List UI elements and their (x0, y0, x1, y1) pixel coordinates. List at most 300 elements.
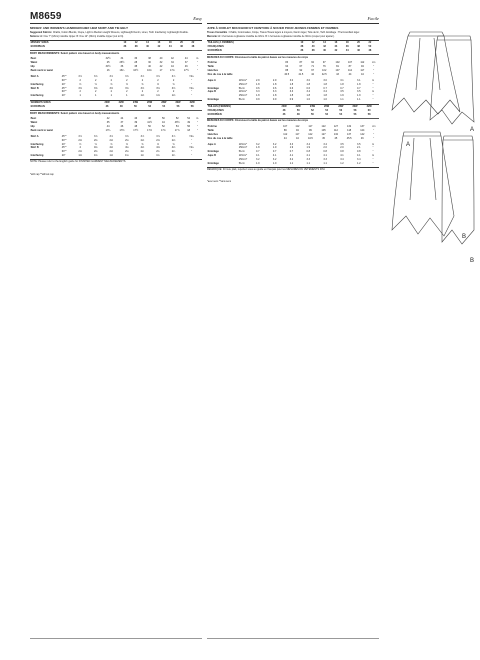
value-cell: 89 (283, 128, 287, 132)
size-cell: 54 (162, 105, 166, 109)
value-cell: 4.1 (306, 154, 311, 158)
value-cell: cm (372, 61, 376, 65)
value-cell: ⅝ (172, 142, 175, 146)
value-cell: 3.5 (340, 90, 344, 94)
fabrics-text-fr: Challis, Cotonnades, Crêpe, Tissus Tissés légers à moyens, Denim léger, Toile de lin, Twill. Entoilage : Thermocollant léger. (229, 30, 360, 34)
value-cell: 1.0 (306, 98, 311, 102)
value-cell: 0.7 (323, 86, 327, 90)
row-label: Entoilage (207, 86, 219, 90)
size-cell: 14 (142, 41, 153, 45)
value-cell: 1 (79, 94, 81, 98)
value-cell: 30 (148, 61, 151, 65)
value-cell: 3.1 (340, 78, 344, 82)
value-cell: " (372, 98, 374, 102)
size-cell: 28W (157, 100, 171, 104)
finished-measurements-note-fr: REMARQUE: Fil mou plait, reportez-vous au guide en français pour les MESURES DU VÊTEMENTS FINI. (207, 167, 379, 172)
value-cell: 1.9 (272, 146, 277, 150)
row-label: Hanches (207, 69, 219, 73)
value-cell: 4⅛ (125, 146, 129, 150)
value-cell: ⅝ (141, 82, 144, 86)
value-cell: 16½ (133, 69, 139, 73)
size-row-label: MISSES' SIZES (30, 41, 119, 45)
value-cell: 45 (322, 136, 325, 140)
value-cell: 1.9 (340, 94, 344, 98)
value-cell: 40.5 (284, 72, 290, 76)
size-cell: 40 (311, 45, 315, 49)
value-cell: ⅝ (110, 142, 113, 146)
row-label: Poitrine (207, 125, 217, 129)
value-cell: 37 (120, 121, 124, 125)
value-cell: 3.5 (357, 142, 361, 146)
value-cell: 39 (134, 121, 138, 125)
notions-label-fr: Mercerie: A: (207, 34, 221, 38)
value-cell: " (197, 125, 199, 129)
size-cell: 56 (339, 108, 343, 112)
value-cell: 41.5 (298, 72, 304, 76)
size-cell: 60 (367, 108, 371, 112)
value-cell: 2⅛ (78, 150, 82, 154)
finished-measurements-note: NOTE: Please refer to the English guide for FINISHED GARMENT MEASUREMENTS. (30, 159, 202, 164)
size-cell: 48 (282, 108, 286, 112)
value-cell: 0.6 (256, 86, 260, 90)
size-cell: 32W (362, 104, 376, 108)
value-cell: 1.8 (272, 94, 277, 98)
row-label: Hanches (207, 132, 219, 136)
size-cell: 54 (339, 112, 343, 116)
fabric-width: 150cm* (238, 94, 248, 98)
misses-body-title: BODY MEASUREMENTS: Select pattern size based on body measurements (30, 50, 202, 55)
value-cell: ⅝ (94, 142, 97, 146)
fabric-width: 20" (61, 154, 66, 158)
value-cell: Yds. (189, 146, 195, 150)
size-cell: 46 (105, 105, 109, 109)
value-cell: 117 (360, 69, 365, 73)
fabrics-label-fr: Tissus Conseillés : (207, 30, 229, 34)
value-cell: 142 (360, 132, 365, 136)
size-cell: 22 (364, 41, 375, 45)
value-cell: 16¼ (119, 69, 125, 73)
value-cell: 4.1 (272, 154, 277, 158)
value-cell: 1⅛ (125, 154, 129, 158)
value-cell: 107 (335, 69, 340, 73)
value-cell: " (372, 94, 374, 98)
value-cell: Yds. (189, 86, 195, 90)
value-cell: " (372, 158, 374, 162)
value-cell: 42.5 (321, 72, 327, 76)
value-cell: 3⅝ (156, 86, 160, 90)
size-cell: 12 (131, 41, 142, 45)
value-cell: " (372, 146, 374, 150)
value-cell: 2 (110, 78, 112, 82)
value-cell: 50 (148, 125, 151, 129)
row-label: Interfacing (30, 142, 44, 146)
value-cell: 83 (285, 61, 289, 65)
notions-text: One 7" (18cm) invisible zipper. B: One 12" (30cm) invisible zipper (cut to fit). (43, 34, 124, 38)
value-cell: 1.2 (340, 161, 344, 165)
value-cell: 0.8 (357, 150, 361, 154)
value-cell: 2.1 (357, 146, 361, 150)
fabric-width: 150cm* (238, 146, 248, 150)
women-yardage-table-fr (207, 142, 379, 165)
size-cell: 30W (348, 104, 362, 108)
value-cell: 1.8 (306, 82, 311, 86)
value-cell: 35 (106, 121, 110, 125)
value-cell: 44.5 (307, 136, 313, 140)
value-cell: 2.9 (256, 78, 260, 82)
value-cell: 2 (95, 78, 97, 82)
value-cell: 3.4 (306, 142, 311, 146)
unit-cell (199, 105, 202, 109)
value-cell: 3⅞ (156, 134, 160, 138)
value-cell: 3.4 (340, 158, 344, 162)
value-cell: 1.8 (289, 94, 294, 98)
value-cell: 1.8 (306, 94, 311, 98)
value-cell: " (197, 69, 199, 73)
size-cell: 44 (334, 45, 338, 49)
measurement-row (207, 136, 379, 140)
value-cell: 112 (360, 61, 365, 65)
value-cell: 2 (79, 90, 81, 94)
value-cell: 3.3 (272, 90, 277, 94)
value-cell: 1.9 (289, 146, 294, 150)
value-cell: 32 (159, 61, 163, 65)
row-label: Skirt A (30, 74, 39, 78)
value-cell: 3⅝ (78, 86, 82, 90)
value-cell: 112 (283, 132, 288, 136)
value-cell: 1⅛ (78, 154, 82, 158)
value-cell: 0.7 (272, 150, 277, 154)
value-cell: 1.2 (357, 161, 361, 165)
value-cell: 4.1 (340, 154, 344, 158)
value-cell: 1¼ (156, 154, 160, 158)
value-cell: 1.8 (357, 82, 361, 86)
european-size-row (207, 49, 379, 53)
value-cell: 2⅛ (156, 138, 160, 142)
view-label-b-front: B (462, 234, 467, 240)
size-cell: 50 (311, 112, 314, 116)
value-cell: 44 (171, 65, 174, 69)
value-cell: 2¼ (140, 150, 145, 154)
value-cell: 132 (347, 125, 352, 129)
row-label: Jupe B (207, 154, 216, 158)
value-cell: 3.4 (323, 142, 327, 146)
size-cell: 56 (353, 112, 357, 116)
value-cell: 112 (348, 69, 353, 73)
value-cell: 3⅝ (109, 86, 114, 90)
value-cell: 2.0 (323, 146, 327, 150)
value-cell: 122 (308, 132, 313, 136)
european-size-row (30, 45, 202, 49)
size-cell: 38 (134, 45, 138, 49)
value-cell: 1.8 (340, 82, 344, 86)
value-cell: 1⅛ (156, 94, 160, 98)
fabric-width: 60"* (61, 138, 67, 142)
row-label: Taille (207, 65, 214, 69)
european-size-row (30, 105, 202, 109)
row-label: Bust (30, 57, 37, 61)
size-cell: 42 (334, 49, 338, 53)
value-cell: ⅝ (125, 82, 128, 86)
value-cell: 40 (159, 57, 163, 61)
size-cell: 40 (323, 49, 326, 53)
value-cell: 2⅛ (125, 150, 129, 154)
size-cell: 58 (367, 112, 371, 116)
value-cell: 3.5 (340, 142, 344, 146)
row-label: Back neck to waist (30, 69, 53, 73)
size-cell: 50 (368, 45, 372, 49)
measurement-row (30, 154, 202, 158)
value-cell: 34½ (105, 65, 111, 69)
value-cell: 38 (148, 57, 151, 61)
value-cell: in. (196, 57, 199, 61)
size-cell: 44 (168, 45, 172, 49)
row-label: Entoilage (207, 150, 219, 154)
value-cell: " (191, 82, 193, 86)
value-cell: 2 (172, 90, 175, 94)
value-cell: 1 (126, 94, 128, 98)
fabric-width: 20" (61, 82, 66, 86)
value-cell: 3.3 (289, 90, 294, 94)
fabrics-text: Challis, Cotton Blends, Crepe, Light to Medium weight Wovens, Lightweight Denim, Linen, Twill. Interfacing: Lightweight Fusible. (52, 30, 189, 34)
value-cell: 2⅛ (78, 138, 82, 142)
pattern-title: MISSES' AND WOMEN'S HANDKERCHIEF HEM SKIRT AND TIE BELT (30, 25, 128, 30)
value-cell: 0.9 (272, 98, 277, 102)
value-cell: 16 (106, 69, 110, 73)
value-cell: 112 (295, 125, 300, 129)
value-cell: 3.3 (256, 90, 260, 94)
value-cell: 3⅞ (156, 74, 160, 78)
value-cell: 3.2 (256, 158, 260, 162)
value-cell: 4.1 (256, 154, 260, 158)
size-cell: 16 (153, 41, 164, 45)
notions-paragraph-fr (207, 35, 379, 38)
value-cell: 122 (321, 125, 326, 129)
size-row-label: WOMEN'S SIZES (30, 100, 100, 104)
value-cell: " (191, 94, 193, 98)
value-cell: 52 (175, 117, 179, 121)
value-cell: 48 (148, 117, 151, 121)
value-cell: 4⅛ (109, 146, 114, 150)
size-cell: 50 (296, 108, 300, 112)
fabric-width: 45"* (61, 134, 67, 138)
value-cell: 28 (134, 61, 138, 65)
size-cell: 32W (185, 100, 199, 104)
fabric-width: 45"* (61, 86, 67, 90)
size-cell: 54 (325, 108, 328, 112)
misses-body-table-fr (207, 61, 379, 77)
value-cell: 1¼ (171, 154, 176, 158)
fabric-width: 51cm (238, 161, 245, 165)
value-cell: 107 (283, 125, 288, 129)
value-cell: 3⅝ (93, 86, 98, 90)
english-header (30, 12, 202, 24)
row-label: Hip (30, 65, 35, 69)
value-cell: m (372, 154, 375, 158)
value-cell: 46 (184, 65, 188, 69)
value-cell: 97 (322, 61, 326, 65)
value-cell: 42 (106, 117, 110, 121)
value-cell: 0.9 (256, 98, 260, 102)
value-cell: " (372, 150, 374, 154)
value-cell: 94 (360, 65, 364, 69)
difficulty-label: Easy (193, 15, 202, 21)
size-cell: 22W (114, 100, 128, 104)
value-cell: " (191, 138, 193, 142)
row-label: Waist (30, 121, 38, 125)
row-label: Interfacing (30, 82, 44, 86)
value-cell: m (372, 142, 375, 146)
size-row-label: EUROPEAN (30, 105, 45, 109)
value-cell: 124 (360, 128, 365, 132)
value-cell: 102 (335, 61, 340, 65)
value-cell: 1.8 (256, 82, 260, 86)
value-cell: 1.1 (289, 161, 294, 165)
row-label: Interfacing (30, 154, 44, 158)
value-cell: 127 (333, 125, 339, 129)
value-cell: 2 (79, 78, 81, 82)
women-size-table (30, 100, 202, 109)
value-cell: 3.0 (289, 78, 294, 82)
row-label: Interfacing (30, 94, 44, 98)
value-cell: 67 (299, 65, 303, 69)
women-body-table (30, 117, 202, 133)
value-cell: 137 (347, 132, 352, 136)
row-label: Jupe A (207, 78, 216, 82)
value-cell: " (373, 69, 375, 73)
value-cell: 44 (106, 125, 110, 129)
measurement-row (207, 162, 379, 166)
view-label-b-back: B (470, 258, 475, 264)
value-cell: 99 (308, 128, 312, 132)
size-cell: 22W (291, 104, 305, 108)
value-cell: 127 (321, 132, 326, 136)
size-cell: 20W (277, 104, 291, 108)
value-cell: 92 (311, 61, 314, 65)
value-cell: 2 (157, 78, 159, 82)
value-cell: 3.4 (306, 90, 311, 94)
french-column (207, 12, 379, 184)
row-label: Hip (30, 125, 35, 129)
value-cell: 40 (148, 65, 151, 69)
value-cell: 4.1 (323, 154, 327, 158)
row-label: Dos du cou à la taille (207, 72, 233, 76)
value-cell: 0.9 (289, 98, 294, 102)
notions-text-fr: 1 fermeture à glissière invisible de 18cm. B: 1 fermeture à glissière invisible de 30cm (couper pour ajuster). (221, 34, 335, 38)
size-cell: 36 (300, 49, 304, 53)
value-cell: " (197, 128, 199, 132)
value-cell: 34 (120, 57, 124, 61)
value-cell: 45.5 (346, 136, 352, 140)
fabric-width: 115cm* (238, 90, 248, 94)
size-row-label: EUROPEAN (30, 45, 45, 49)
value-cell: 102 (322, 69, 327, 73)
value-cell: 45 (334, 136, 338, 140)
value-cell: " (373, 128, 375, 132)
value-cell: 117 (295, 132, 300, 136)
value-cell: 3⅞ (93, 74, 98, 78)
value-cell: 2 (157, 90, 159, 94)
value-cell: " (191, 78, 193, 82)
value-cell: 4⅛ (156, 146, 160, 150)
value-cell: 3.2 (272, 142, 277, 146)
value-cell: " (191, 90, 193, 94)
size-row-label: EUROPÉEN (207, 112, 222, 116)
value-cell: 1.9 (306, 146, 311, 150)
value-cell: 3.0 (323, 78, 327, 82)
value-cell: 2⅛ (109, 138, 114, 142)
value-cell: 3.4 (323, 90, 327, 94)
row-label: Jupe A (207, 142, 216, 146)
women-yardage-table (30, 135, 202, 158)
size-cell: 20 (353, 41, 364, 45)
value-cell: 1⅛ (93, 154, 98, 158)
size-row-label: FRANÇAISES (207, 45, 224, 49)
measurement-row (30, 129, 202, 133)
value-cell: ⅝ (79, 82, 82, 86)
value-cell: 1.0 (272, 161, 277, 165)
value-cell: 3⅞ (140, 74, 145, 78)
value-cell: " (191, 150, 193, 154)
skirt-a-front-drawing (392, 32, 460, 114)
left-footer-line (30, 638, 202, 639)
value-cell: 2 (172, 78, 175, 82)
value-cell: 54 (175, 125, 179, 129)
value-cell: 3⅞ (109, 134, 114, 138)
value-cell: 1⅛ (109, 154, 114, 158)
value-cell: 71 (311, 65, 314, 69)
value-cell: 4.1 (357, 154, 361, 158)
size-cell: 58 (353, 108, 357, 112)
value-cell: 1.9 (357, 94, 361, 98)
size-cell: 26W (320, 104, 334, 108)
value-cell: 46½ (174, 121, 180, 125)
value-cell: 105 (321, 128, 326, 132)
skirt-a-back-drawing (430, 36, 474, 124)
value-cell: 3⅝ (171, 86, 176, 90)
fabric-width: 115cm* (238, 142, 248, 146)
notions-label: Notions: A: (30, 34, 43, 38)
value-cell: 0.6 (289, 86, 294, 90)
misses-yardage-table (30, 75, 202, 98)
row-label: Skirt A (30, 134, 39, 138)
value-cell: " (191, 154, 193, 158)
size-cell: 58 (190, 105, 194, 109)
fabric-width: 51cm (238, 150, 245, 154)
value-cell: 3.1 (357, 78, 361, 82)
fabric-width: 45"* (61, 146, 67, 150)
value-cell: " (373, 132, 375, 136)
size-cell: 48 (368, 49, 372, 53)
value-cell: ⅝ (79, 142, 82, 146)
value-cell: ⅝ (156, 82, 160, 86)
value-cell: 42 (311, 72, 314, 76)
value-cell: " (373, 65, 375, 69)
value-cell: 44 (348, 72, 352, 76)
value-cell: 46 (134, 117, 138, 121)
size-cell: 44 (345, 49, 349, 53)
value-cell: 137 (360, 125, 365, 129)
value-cell: 36 (134, 57, 138, 61)
value-cell: ⅝ (110, 82, 113, 86)
value-cell: 1.8 (272, 82, 277, 86)
size-cell: 46 (357, 49, 360, 53)
value-cell: 1.8 (256, 94, 260, 98)
value-cell: 17¼ (170, 69, 175, 73)
misses-body-title-fr: MESURES DU CORPS: Choisissez la taille du patron basée sur les mesures du corps (207, 54, 379, 59)
value-cell: 3⅞ (140, 134, 145, 138)
fabric-width: 150cm* (238, 82, 248, 86)
value-cell: 46 (360, 136, 364, 140)
